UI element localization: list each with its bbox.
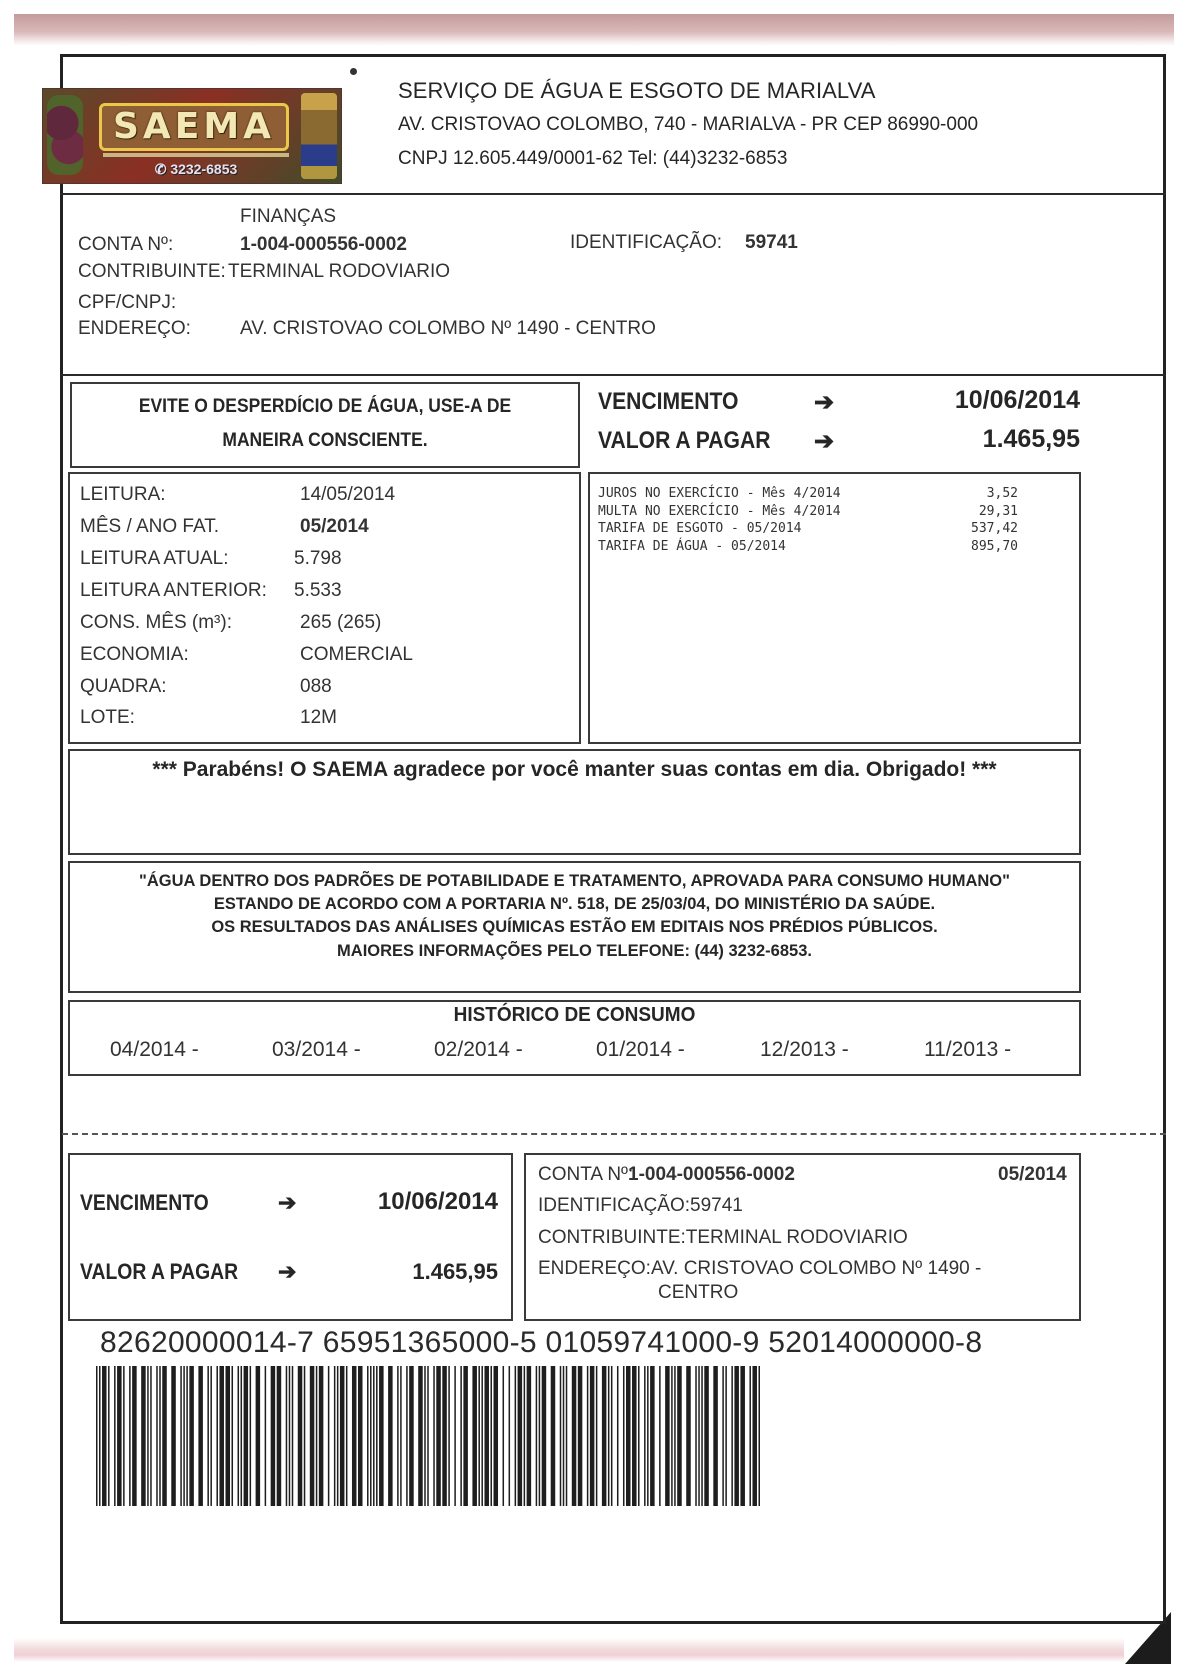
barcode-bar bbox=[319, 1366, 324, 1506]
barcode-bar bbox=[518, 1366, 523, 1506]
due-date-label: VENCIMENTO bbox=[598, 388, 739, 415]
barcode-bar bbox=[686, 1366, 691, 1506]
scan-edge-top bbox=[14, 14, 1174, 46]
org-address: AV. CRISTOVAO COLOMBO, 740 - MARIALVA - PR CEP 86990-000 bbox=[398, 114, 979, 135]
reading-label: QUADRA: bbox=[80, 676, 167, 697]
reading-label: CONS. MÊS (m³): bbox=[80, 612, 232, 633]
charge-amount: 3,52 bbox=[986, 486, 1018, 501]
barcode-bar bbox=[602, 1366, 607, 1506]
barcode-bar bbox=[671, 1366, 673, 1506]
quality-line-1: "ÁGUA DENTRO DOS PADRÕES DE POTABILIDADE E TRATAMENTO, APROVADA PARA CONSUMO HUMANO" bbox=[139, 872, 1010, 890]
barcode-bar bbox=[433, 1366, 435, 1506]
barcode-digits: 82620000014-7 65951365000-5 01059741000-9 52014000000-8 bbox=[100, 1326, 983, 1359]
reading-label: LEITURA: bbox=[80, 484, 166, 505]
history-item: 12/2013 - bbox=[760, 1038, 849, 1061]
barcode-bar bbox=[551, 1366, 556, 1506]
barcode-bar bbox=[376, 1366, 378, 1506]
charge-amount: 29,31 bbox=[978, 503, 1018, 519]
reading-label: LEITURA ATUAL: bbox=[80, 548, 229, 569]
barcode-bar bbox=[542, 1366, 547, 1506]
reading-value: 14/05/2014 bbox=[300, 484, 396, 505]
department: FINANÇAS bbox=[240, 206, 337, 227]
barcode-bar bbox=[722, 1366, 724, 1506]
barcode-bar bbox=[740, 1366, 745, 1506]
history-item: 01/2014 - bbox=[596, 1038, 685, 1061]
barcode-bar bbox=[238, 1366, 240, 1506]
barcode-bar bbox=[478, 1366, 480, 1506]
barcode-bar bbox=[216, 1366, 218, 1506]
quality-line-3: OS RESULTADOS DAS ANÁLISES QUÍMICAS ESTÃO EM EDITAIS NOS PRÉDIOS PÚBLICOS. bbox=[211, 918, 938, 936]
barcode-bar bbox=[186, 1366, 188, 1506]
barcode-bar bbox=[725, 1366, 727, 1506]
barcode-bar bbox=[108, 1366, 110, 1506]
barcode-bar bbox=[563, 1366, 565, 1506]
history-item: 04/2014 - bbox=[110, 1038, 199, 1061]
stub-period: 05/2014 bbox=[998, 1164, 1067, 1185]
cpf-label: CPF/CNPJ: bbox=[78, 292, 177, 313]
barcode-bar bbox=[328, 1366, 330, 1506]
barcode-bar bbox=[180, 1366, 182, 1506]
barcode-bar bbox=[156, 1366, 158, 1506]
barcode-bar bbox=[665, 1366, 670, 1506]
stub-address-line-1: ENDEREÇO:AV. CRISTOVAO COLOMBO Nº 1490 - bbox=[538, 1258, 982, 1279]
org-cnpj-tel: CNPJ 12.605.449/0001-62 Tel: (44)3232-6853 bbox=[398, 148, 788, 169]
barcode-bar bbox=[463, 1366, 468, 1506]
barcode-bar bbox=[298, 1366, 303, 1506]
reading-value: 12M bbox=[300, 707, 337, 728]
barcode-bar bbox=[536, 1366, 538, 1506]
grapes-graphic bbox=[47, 95, 83, 175]
barcode-bar bbox=[650, 1366, 655, 1506]
barcode-bar bbox=[442, 1366, 447, 1506]
charge-description: TARIFA DE ÁGUA - 05/2014 bbox=[598, 538, 786, 554]
barcode-bar bbox=[147, 1366, 149, 1506]
barcode-bar bbox=[277, 1366, 282, 1506]
barcode-bar bbox=[527, 1366, 532, 1506]
barcode-bar bbox=[632, 1366, 637, 1506]
customer-divider bbox=[60, 374, 1166, 376]
barcode-bar bbox=[337, 1366, 339, 1506]
reading-label: LOTE: bbox=[80, 707, 135, 728]
barcode-bar bbox=[659, 1366, 661, 1506]
barcode-bar bbox=[524, 1366, 526, 1506]
reading-value: 05/2014 bbox=[300, 516, 369, 537]
history-title: HISTÓRICO DE CONSUMO bbox=[453, 1004, 696, 1026]
barcode-bar bbox=[265, 1366, 267, 1506]
due-date-value: 10/06/2014 bbox=[954, 386, 1080, 414]
barcode-bar bbox=[704, 1366, 709, 1506]
barcode-bar bbox=[424, 1366, 426, 1506]
barcode-bar bbox=[189, 1366, 194, 1506]
charge-row bbox=[598, 538, 1018, 556]
logo-phone: ✆ 3232-6853 bbox=[154, 161, 238, 177]
barcode-bar bbox=[731, 1366, 733, 1506]
barcode-bar bbox=[132, 1366, 137, 1506]
amount-label: VALOR A PAGAR bbox=[598, 427, 771, 454]
barcode-bar bbox=[171, 1366, 176, 1506]
barcode-bar bbox=[677, 1366, 682, 1506]
barcode-bar bbox=[316, 1366, 318, 1506]
tip-box bbox=[70, 382, 580, 468]
barcode-bar bbox=[503, 1366, 505, 1506]
barcode-bar bbox=[596, 1366, 598, 1506]
barcode-bar bbox=[397, 1366, 399, 1506]
thanks-message: *** Parabéns! O SAEMA agradece por você manter suas contas em dia. Obrigado! *** bbox=[152, 758, 997, 781]
identification-value: 59741 bbox=[745, 232, 798, 253]
stub-payment-box bbox=[68, 1153, 513, 1321]
barcode-bar bbox=[334, 1366, 336, 1506]
scan-edge-bottom bbox=[14, 1638, 1124, 1662]
reading-value: 5.798 bbox=[294, 548, 342, 569]
barcode-bar bbox=[674, 1366, 676, 1506]
barcode-bar bbox=[436, 1366, 441, 1506]
charge-row bbox=[598, 520, 1018, 538]
logo-wordmark: SAEMA bbox=[99, 103, 289, 151]
barcode-bar bbox=[515, 1366, 517, 1506]
charge-description: TARIFA DE ESGOTO - 05/2014 bbox=[598, 521, 802, 536]
barcode-bar bbox=[611, 1366, 613, 1506]
stub-identification: IDENTIFICAÇÃO:59741 bbox=[538, 1195, 743, 1216]
barcode-bar bbox=[370, 1366, 372, 1506]
barcode-bar bbox=[578, 1366, 583, 1506]
barcode-bar bbox=[379, 1366, 384, 1506]
barcode-bar bbox=[590, 1366, 595, 1506]
payment-barcode bbox=[96, 1366, 760, 1506]
barcode-bar bbox=[289, 1366, 291, 1506]
identification-label: IDENTIFICAÇÃO: bbox=[570, 232, 723, 253]
barcode-bar bbox=[454, 1366, 456, 1506]
barcode-bar bbox=[241, 1366, 243, 1506]
reading-label: ECONOMIA: bbox=[80, 644, 189, 665]
barcode-bar bbox=[701, 1366, 703, 1506]
reading-label: MÊS / ANO FAT. bbox=[80, 516, 220, 537]
barcode-bar bbox=[102, 1366, 107, 1506]
stub-taxpayer: CONTRIBUINTE:TERMINAL RODOVIARIO bbox=[538, 1227, 908, 1248]
meter-reading-box bbox=[68, 472, 581, 744]
barcode-bar bbox=[159, 1366, 161, 1506]
history-item: 03/2014 - bbox=[272, 1038, 361, 1061]
barcode-bar bbox=[99, 1366, 101, 1506]
arrow-right-icon: ➔ bbox=[814, 428, 835, 455]
stub-account-label: CONTA Nº: bbox=[538, 1164, 634, 1185]
barcode-bar bbox=[286, 1366, 288, 1506]
charge-amount: 537,42 bbox=[971, 521, 1018, 536]
barcode-bar bbox=[210, 1366, 212, 1506]
barcode-bar bbox=[494, 1366, 499, 1506]
barcode-bar bbox=[406, 1366, 408, 1506]
barcode-bar bbox=[481, 1366, 483, 1506]
barcode-bar bbox=[460, 1366, 462, 1506]
barcode-bar bbox=[304, 1366, 306, 1506]
barcode-bar bbox=[623, 1366, 625, 1506]
arrow-right-icon: ➔ bbox=[278, 1190, 297, 1215]
barcode-bar bbox=[292, 1366, 294, 1506]
barcode-bar bbox=[560, 1366, 562, 1506]
barcode-bar bbox=[388, 1366, 393, 1506]
barcode-bar bbox=[340, 1366, 345, 1506]
charge-description: JUROS NO EXERCÍCIO - Mês 4/2014 bbox=[598, 486, 841, 501]
barcode-bar bbox=[352, 1366, 357, 1506]
barcode-bar bbox=[310, 1366, 315, 1506]
barcode-bar bbox=[150, 1366, 152, 1506]
arrow-right-icon: ➔ bbox=[278, 1259, 297, 1284]
barcode-bar bbox=[752, 1366, 757, 1506]
barcode-bar bbox=[566, 1366, 568, 1506]
barcode-bar bbox=[232, 1366, 234, 1506]
barcode-bar bbox=[608, 1366, 610, 1506]
reading-label: LEITURA ANTERIOR: bbox=[80, 580, 267, 601]
amount-value: 1.465,95 bbox=[982, 425, 1080, 453]
stub-amount-value: 1.465,95 bbox=[412, 1259, 498, 1284]
address-label: ENDEREÇO: bbox=[78, 318, 191, 339]
charge-row bbox=[598, 485, 1018, 503]
barcode-bar bbox=[472, 1366, 477, 1506]
barcode-bar bbox=[484, 1366, 489, 1506]
barcode-bar bbox=[448, 1366, 450, 1506]
barcode-bar bbox=[129, 1366, 131, 1506]
barcode-bar bbox=[114, 1366, 116, 1506]
reading-value: COMERCIAL bbox=[300, 644, 413, 665]
barcode-bar bbox=[734, 1366, 739, 1506]
quality-line-4: MAIORES INFORMAÇÕES PELO TELEFONE: (44) 3232-6853. bbox=[337, 942, 812, 960]
barcode-bar bbox=[373, 1366, 375, 1506]
account-label: CONTA Nº: bbox=[78, 234, 174, 255]
quality-line-2: ESTANDO DE ACORDO COM A PORTARIA Nº. 518, DE 25/03/04, DO MINISTÉRIO DA SAÚDE. bbox=[213, 895, 936, 913]
barcode-bar bbox=[207, 1366, 209, 1506]
barcode-bar bbox=[346, 1366, 348, 1506]
stub-address-line-2: CENTRO bbox=[658, 1282, 739, 1303]
barcode-bar bbox=[219, 1366, 224, 1506]
stub-amount-label: VALOR A PAGAR bbox=[80, 1259, 239, 1284]
stub-due-value: 10/06/2014 bbox=[377, 1188, 498, 1215]
barcode-bar bbox=[695, 1366, 697, 1506]
taxpayer-label: CONTRIBUINTE: bbox=[78, 261, 226, 282]
barcode-bar bbox=[749, 1366, 751, 1506]
ink-spot bbox=[350, 68, 357, 75]
barcode-bar bbox=[271, 1366, 276, 1506]
barcode-bar bbox=[572, 1366, 577, 1506]
stub-due-label: VENCIMENTO bbox=[80, 1190, 209, 1215]
barcode-bar bbox=[198, 1366, 203, 1506]
barcode-bar bbox=[244, 1366, 249, 1506]
barcode-bar bbox=[117, 1366, 122, 1506]
history-item: 11/2013 - bbox=[924, 1038, 1012, 1061]
barcode-bar bbox=[587, 1366, 589, 1506]
barcode-bar bbox=[713, 1366, 718, 1506]
taxpayer-value: TERMINAL RODOVIARIO bbox=[228, 261, 451, 282]
barcode-bar bbox=[626, 1366, 631, 1506]
barcode-bar bbox=[250, 1366, 252, 1506]
barcode-bar bbox=[698, 1366, 700, 1506]
reading-value: 265 (265) bbox=[300, 612, 382, 633]
barcode-bar bbox=[96, 1366, 98, 1506]
barcode-bar bbox=[141, 1366, 146, 1506]
barcode-bar bbox=[509, 1366, 511, 1506]
tip-line-2: MANEIRA CONSCIENTE. bbox=[222, 430, 428, 451]
logo-tagline-strip bbox=[103, 153, 289, 157]
org-name: SERVIÇO DE ÁGUA E ESGOTO DE MARIALVA bbox=[398, 78, 876, 103]
charge-description: MULTA NO EXERCÍCIO - Mês 4/2014 bbox=[598, 503, 841, 519]
barcode-bar bbox=[162, 1366, 167, 1506]
tip-line-1: EVITE O DESPERDÍCIO DE ÁGUA, USE-A DE bbox=[138, 396, 512, 417]
barcode-bar bbox=[644, 1366, 646, 1506]
barcode-bar bbox=[367, 1366, 369, 1506]
barcode-bar bbox=[418, 1366, 423, 1506]
history-item: 02/2014 - bbox=[434, 1038, 523, 1061]
charge-row bbox=[598, 503, 1018, 521]
barcode-bar bbox=[427, 1366, 429, 1506]
barcode-bar bbox=[358, 1366, 363, 1506]
saema-logo bbox=[42, 88, 342, 184]
barcode-bar bbox=[647, 1366, 649, 1506]
barcode-bar bbox=[617, 1366, 619, 1506]
address-value: AV. CRISTOVAO COLOMBO Nº 1490 - CENTRO bbox=[240, 318, 656, 339]
arrow-right-icon: ➔ bbox=[814, 389, 835, 416]
barcode-bar bbox=[123, 1366, 125, 1506]
barcode-bar bbox=[409, 1366, 414, 1506]
barcode-bar bbox=[183, 1366, 185, 1506]
barcode-bar bbox=[539, 1366, 541, 1506]
barcode-bar bbox=[638, 1366, 640, 1506]
charge-amount: 895,70 bbox=[971, 538, 1018, 554]
header-divider bbox=[60, 193, 1166, 195]
tear-off-line bbox=[62, 1133, 1166, 1135]
barcode-bar bbox=[758, 1366, 760, 1506]
barcode-bar bbox=[225, 1366, 230, 1506]
account-value: 1-004-000556-0002 bbox=[240, 234, 407, 255]
barcode-bar bbox=[490, 1366, 492, 1506]
stub-account-value: 1-004-000556-0002 bbox=[628, 1164, 795, 1185]
reading-value: 088 bbox=[300, 676, 332, 697]
barcode-bar bbox=[400, 1366, 402, 1506]
barcode-bar bbox=[256, 1366, 261, 1506]
faucet-icon bbox=[301, 93, 337, 179]
reading-value: 5.533 bbox=[294, 580, 342, 601]
